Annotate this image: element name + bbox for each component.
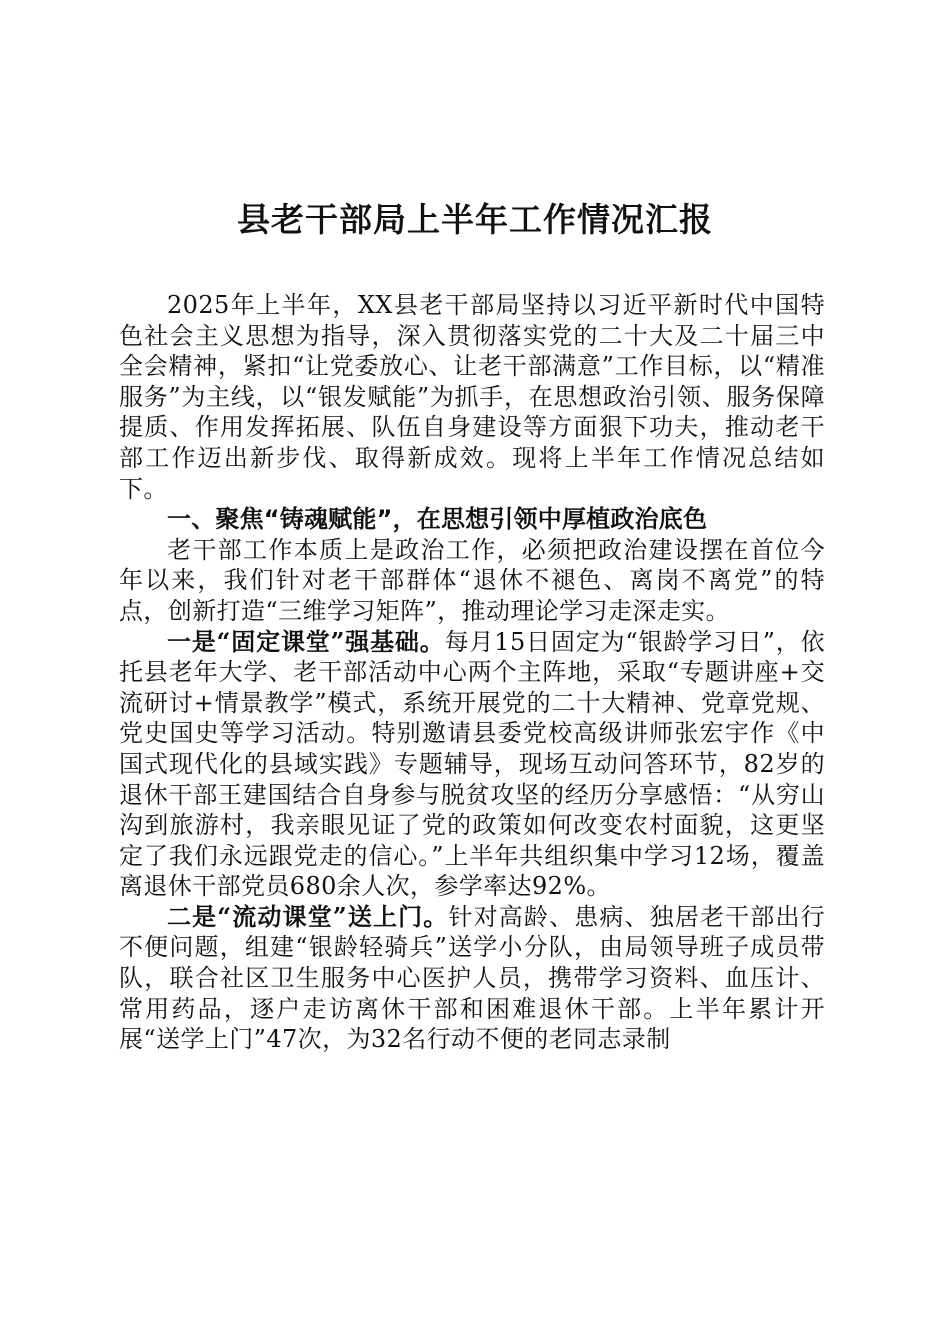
item-text-1: 每月15日固定为“银龄学习日”，依托县老年大学、老干部活动中心两个主阵地，采取“专题讲座+交流研讨+情景教学”模式，系统开展党的二十大精神、党章党规、党史国史等学习活动。特别邀请县委党校高级讲师张宏宇作《中国式现代化的县域实践》专题辅导，现场互动问答环节，82岁的退休干部王建国结合自身参与脱贫攻坚的经历分享感悟：“从穷山沟到旅游村，我亲眼见证了党的政策如何改变农村面貌，这更坚定了我们永远跟党走的信心。”上半年共组织集中学习12场，覆盖离退休干部党员680余人次，参学率达92%。 [119, 627, 825, 901]
item-text-2: 针对高龄、患病、独居老干部出行不便问题，组建“银龄轻骑兵”送学小分队，由局领导班子成员带队，联合社区卫生服务中心医护人员，携带学习资料、血压计、常用药品，逐户走访离休干部和困难退休干部。上半年累计开展“送学上门”47次，为32名行动不便的老同志录制 [119, 902, 825, 1054]
section-intro-paragraph: 老干部工作本质上是政治工作，必须把政治建设摆在首位今年以来，我们针对老干部群体“退休不褪色、离岗不离党”的特点，创新打造“三维学习矩阵”，推动理论学习走深走实。 [119, 535, 825, 625]
item-paragraph-1 [119, 627, 825, 902]
item-paragraph-2 [119, 902, 825, 1055]
document-body [119, 290, 825, 1055]
item-lead-2: 二是“流动课堂”送上门。 [167, 901, 449, 931]
item-lead-1: 一是“固定课堂”强基础。 [167, 626, 445, 656]
intro-paragraph: 2025年上半年，XX县老干部局坚持以习近平新时代中国特色社会主义思想为指导，深入贯彻落实党的二十大及二十届三中全会精神，紧扣“让党委放心、让老干部满意”工作目标，以“精准服务”为主线，以“银发赋能”为抓手，在思想政治引领、服务保障提质、作用发挥拓展、队伍自身建设等方面狠下功夫，推动老干部工作迈出新步伐、取得新成效。现将上半年工作情况总结如下。 [119, 291, 825, 503]
section-heading: 一、聚焦“铸魂赋能”，在思想引领中厚植政治底色 [167, 505, 708, 534]
document-title: 县老干部局上半年工作情况汇报 [237, 200, 713, 239]
